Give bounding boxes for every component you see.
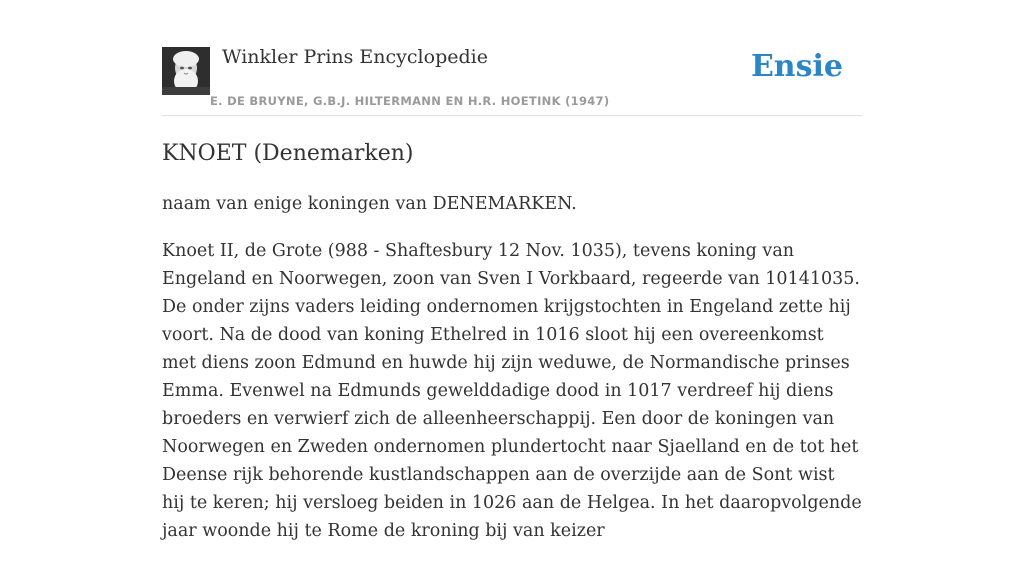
portrait-photo-icon (162, 47, 210, 95)
site-header (162, 45, 862, 116)
article-title: KNOET (Denemarken) (162, 141, 414, 166)
authors-credit: E. DE BRUYNE, G.B.J. HILTERMANN EN H.R. HOETINK (1947) (210, 94, 610, 108)
article-lead: naam van enige koningen van DENEMARKEN. (162, 194, 577, 214)
article-content (162, 138, 862, 564)
ensie-logo-link[interactable]: Ensie (750, 49, 843, 84)
article-body: Knoet II, de Grote (988 - Shaftesbury 12 Nov. 1035), tevens koning van Engeland en Noorwegen, zoon van Sven I Vorkbaard, regeerde van 10141035. De onder zijns vaders leiding ondernomen krijgstochten in Engeland zette hij voort. Na de dood van koning Ethelred in 1016 sloot hij een overeenkomst met diens zoon Edmund en huwde hij zijn weduwe, de Normandische prinses Emma. Evenwel na Edmunds gewelddadige dood in 1017 verdreef hij diens broeders en verwierf zich de alleenheerschappij. Een door de koningen van Noorwegen en Zweden ondernomen plundertocht naar Sjaelland en de tot het Deense rijk behorende kustlandschappen aan de overzijde aan de Sont wist hij te keren; hij versloeg beiden in 1026 aan de Helgea. In het daaropvolgende jaar woonde hij te Rome de kroning bij van keizer (162, 241, 862, 541)
site-title-link[interactable]: Winkler Prins Encyclopedie (222, 46, 488, 68)
